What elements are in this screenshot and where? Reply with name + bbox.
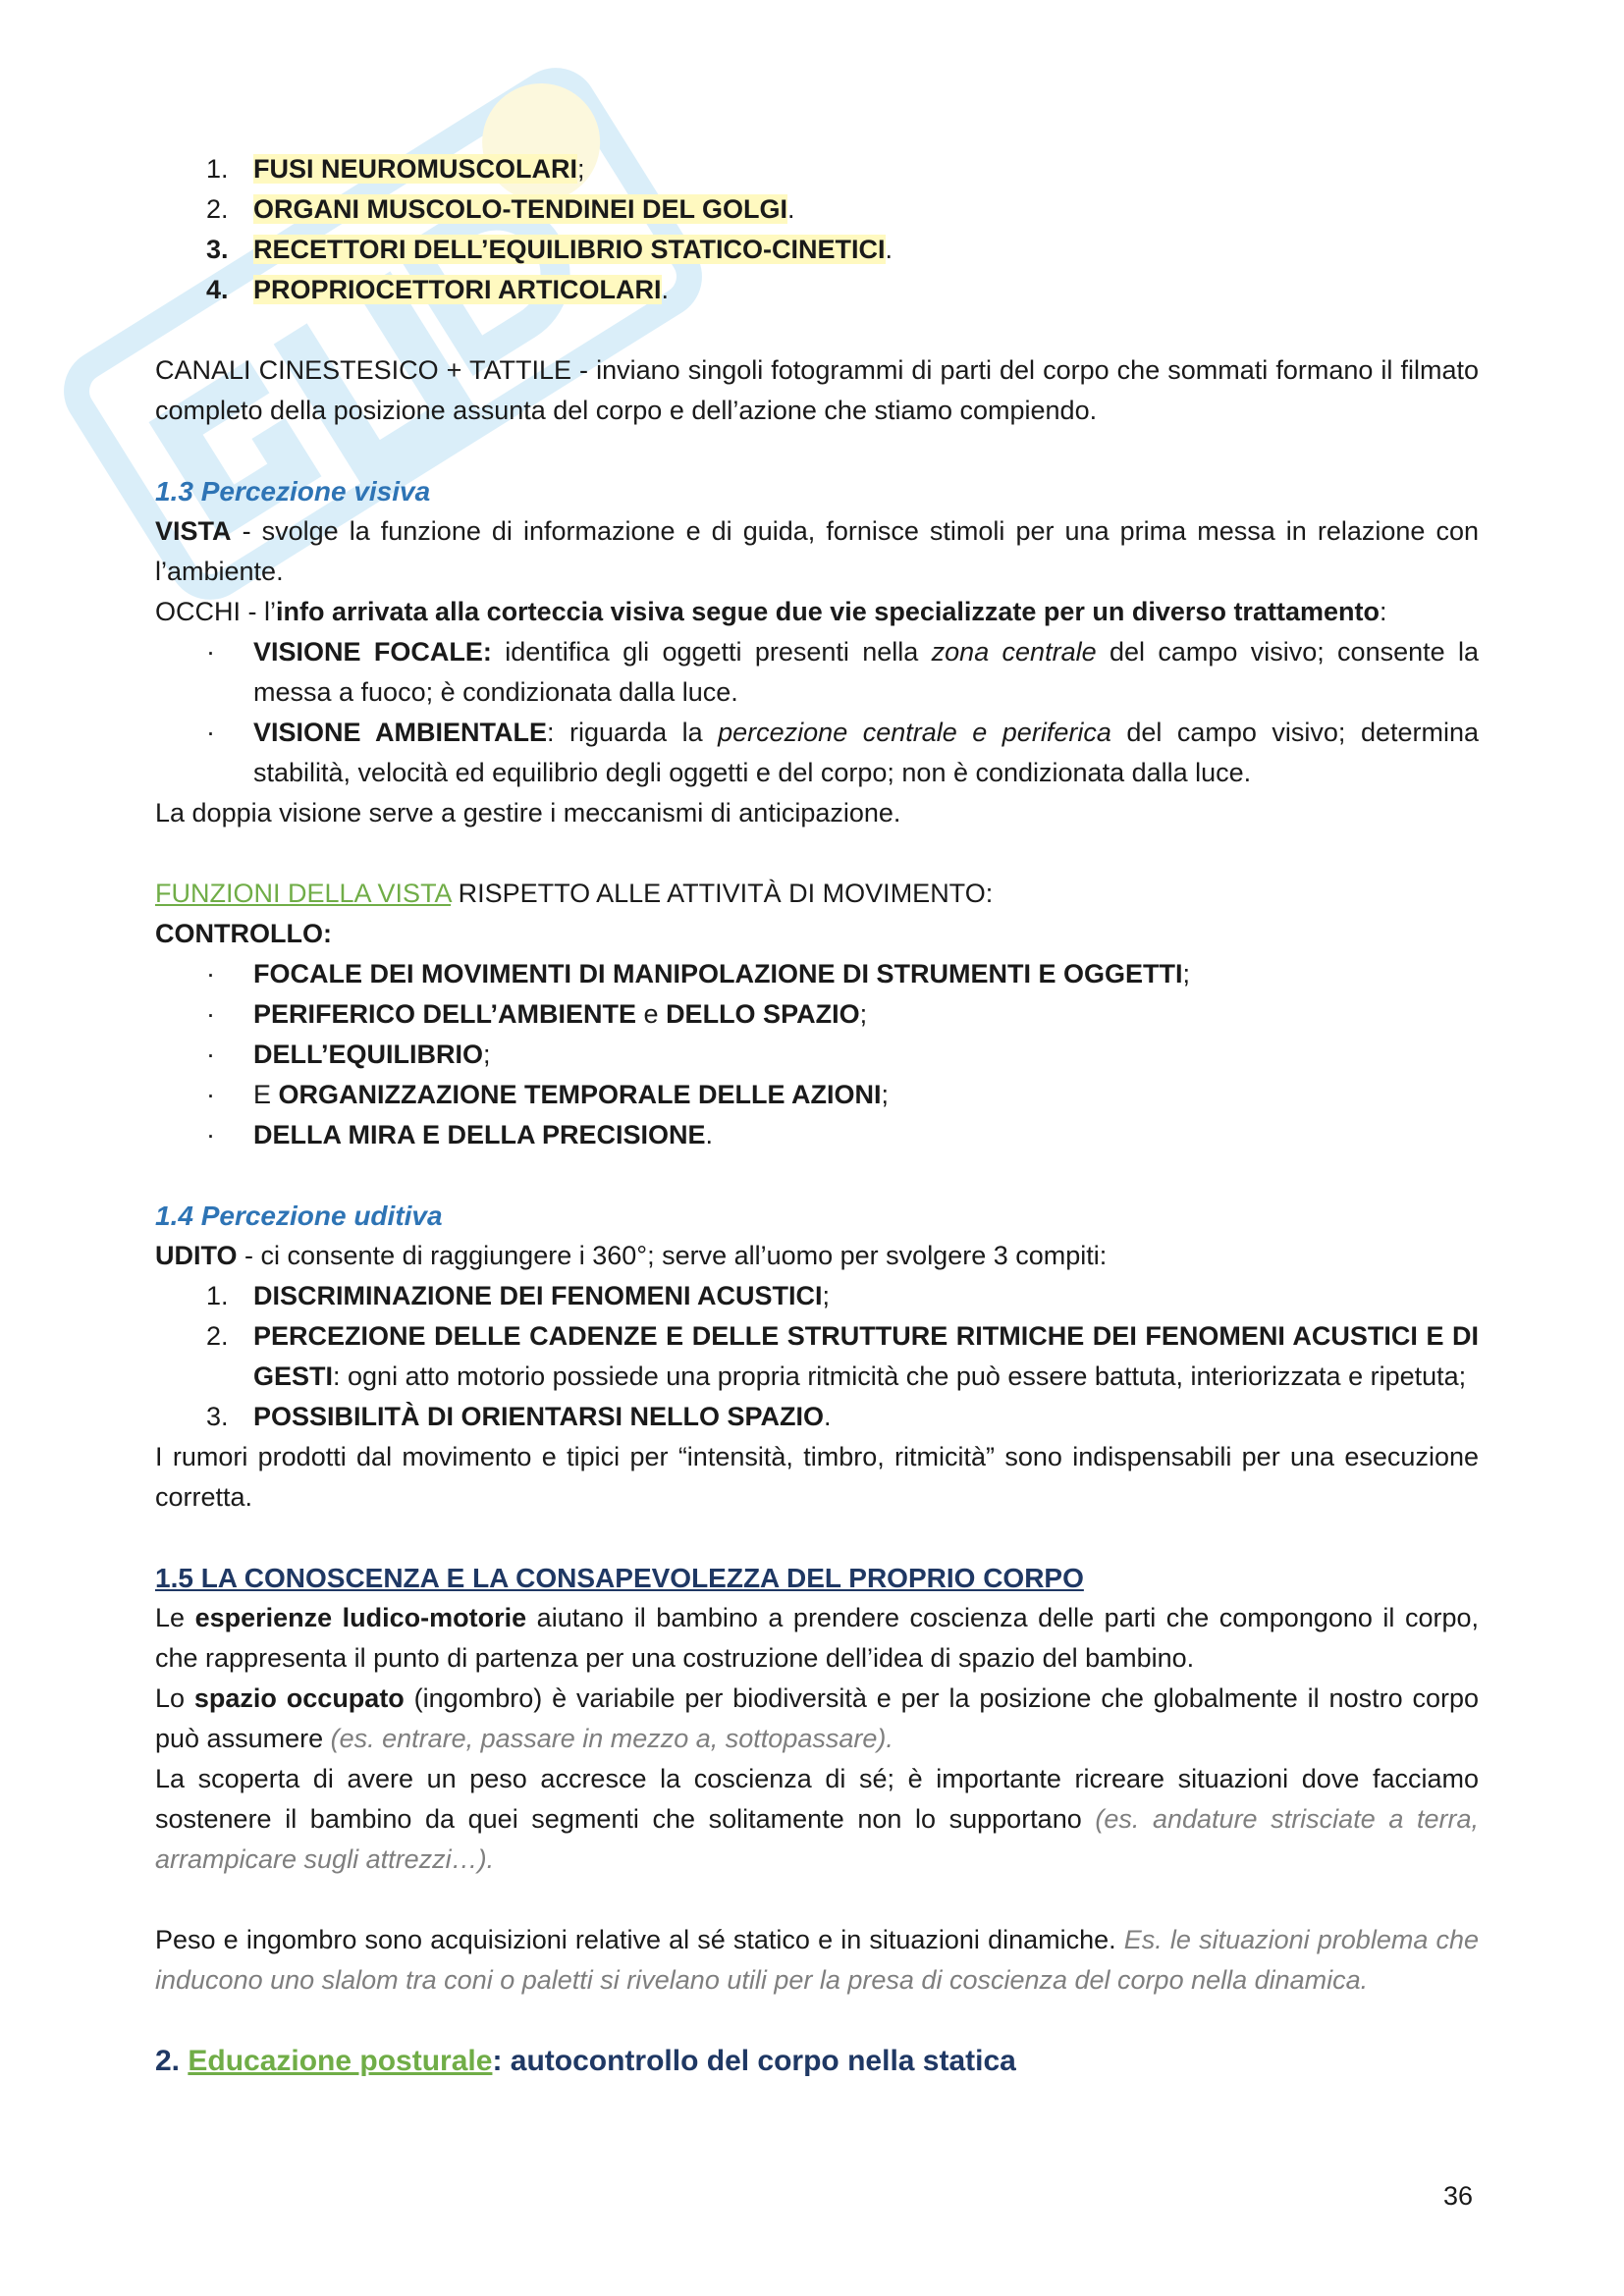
ingombro-paragraph [155,1920,1479,2001]
text: Peso e ingombro sono acquisizioni relative al sé statico e in situazioni dinamiche. [155,1925,1124,1954]
list-item [155,230,1479,270]
term: OCCHI - l’ [155,597,276,626]
rumori-paragraph: I rumori prodotti dal movimento e tipici per “intensità, timbro, ritmicità” sono indispensabili per una esecuzione corretta. [155,1442,1479,1512]
term: VISIONE AMBIENTALE [253,718,548,747]
list-number: 3. [206,1402,229,1431]
list-item [155,270,1479,310]
term: FOCALE DEI MOVIMENTI DI MANIPOLAZIONE DI STRUMENTI E OGGETTI [253,959,1183,988]
term: DELLA MIRA E DELLA PRECISIONE [253,1120,706,1149]
text: e [636,999,667,1029]
text: E [253,1080,279,1109]
text: aiutano il bambino a prendere coscienza delle parti che compongono il corpo, che rappresenta il punto di partenza per una costruzione dell’idea di spazio del bambino. [155,1603,1479,1673]
list-item [155,994,1479,1035]
example-text: Es. le situazioni problema che inducono uno slalom tra coni o paletti si rivelano utili per la presa di coscienza del corpo nella dinamica. [155,1925,1480,1995]
punct: ; [1182,959,1191,988]
udito-list [155,1276,1479,1437]
section-heading-1-5: 1.5 LA CONOSCENZA E LA CONSAPEVOLEZZA DEL PROPRIO CORPO [155,1563,1084,1593]
punct: . [661,275,670,304]
text: (ingombro) è variabile per biodiversità e per la posizione che globalmente il nostro corpo può assumere [155,1683,1479,1753]
text: La scoperta di avere un peso accresce la coscienza di sé; è importante ricreare situazioni dove facciamo sostenere il bambino da quei segmenti che solitamente non lo supportano [155,1764,1479,1834]
punct: : [1379,597,1387,626]
punct: ; [483,1040,491,1069]
italic-text: percezione centrale e periferica [718,718,1111,747]
example-text: (es. andature strisciate a terra, arrampicare sugli attrezzi…). [155,1804,1479,1874]
term: ORGANIZZAZIONE TEMPORALE DELLE AZIONI [278,1080,882,1109]
italic-text: zona centrale [931,637,1097,667]
punct: ; [577,154,585,184]
term: DISCRIMINAZIONE DEI FENOMENI ACUSTICI [253,1281,823,1310]
controllo-label [155,914,1479,954]
list-number: 1. [206,1281,229,1310]
educazione-posturale-link[interactable]: Educazione posturale [188,2045,493,2077]
occhi-paragraph [155,592,1479,632]
list-text: PROPRIOCETTORI ARTICOLARI [253,275,662,304]
term: VISIONE FOCALE: [253,637,492,667]
term: UDITO [155,1241,238,1270]
list-number: 2. [206,1321,229,1351]
doppia-paragraph: La doppia visione serve a gestire i meccanismi di anticipazione. [155,798,901,828]
punct: . [824,1402,832,1431]
peso-paragraph [155,1759,1479,1880]
list-text: ORGANI MUSCOLO-TENDINEI DEL GOLGI [253,194,788,224]
example-text: (es. entrare, passare in mezzo a, sottopassare). [330,1724,893,1753]
text: identifica gli oggetti presenti nella [491,637,932,667]
term: PERCEZIONE DELLE CADENZE E DELLE STRUTTURE RITMICHE DEI FENOMENI ACUSTICI E DI GESTI [253,1321,1479,1391]
punct: . [885,235,893,264]
term: CONTROLLO: [155,919,332,948]
list-item [155,189,1479,230]
controllo-list [155,954,1479,1155]
bullet-icon: · [206,637,215,667]
term: DELLO SPAZIO [666,999,860,1029]
list-item [155,1075,1479,1115]
text: Lo [155,1683,194,1713]
punct: ; [822,1281,831,1310]
term: spazio occupato [193,1683,405,1713]
text: : riguarda la [547,718,719,747]
list-item [155,1115,1479,1155]
bullet-icon: · [206,1080,215,1109]
section-heading-2 [155,2041,1479,2081]
list-item [155,632,1479,713]
bullet-icon: · [206,959,215,988]
term: esperienze ludico-motorie [194,1603,527,1632]
vista-paragraph [155,511,1479,592]
page-number: 36 [1443,2181,1474,2211]
bullet-icon: · [206,999,215,1029]
list-number: 1. [206,154,229,184]
list-number: 2. [206,194,229,224]
term: POSSIBILITÀ DI ORIENTARSI NELLO SPAZIO [253,1402,825,1431]
text: del campo visivo; determina stabilità, velocità ed equilibrio degli oggetti e del corpo; non è condizionata dalla luce. [253,718,1480,787]
section-heading-1-4: 1.4 Percezione uditiva [155,1201,443,1231]
text: Le [155,1603,195,1632]
list-number: 3. [206,235,229,264]
punct: ; [859,999,868,1029]
udito-paragraph [155,1236,1479,1276]
text: del campo visivo; consente la messa a fuoco; è condizionata dalla luce. [253,637,1479,707]
list-item [155,149,1479,189]
text: - svolge la funzione di informazione e di guida, fornisce stimoli per una prima messa in relazione con l’ambiente. [155,516,1479,586]
list-text: FUSI NEUROMUSCOLARI [253,154,577,184]
spazio-paragraph [155,1679,1479,1759]
section-heading-1-3: 1.3 Percezione visiva [155,476,431,507]
bullet-icon: · [206,718,215,747]
punct: ; [881,1080,890,1109]
list-item [155,713,1479,793]
list-item [155,1316,1479,1397]
visione-list [155,632,1479,793]
term: DELL’EQUILIBRIO [253,1040,484,1069]
bullet-icon: · [206,1120,215,1149]
emphasis: info arrivata alla corteccia visiva segue due vie specializzate per un diverso trattamento [276,597,1380,626]
section-number: 2. [155,2045,189,2077]
list-text: RECETTORI DELL’EQUILIBRIO STATICO-CINETICI [253,235,886,264]
punct: . [787,194,795,224]
list-item [155,1276,1479,1316]
text: : ogni atto motorio possiede una propria ritmicità che può essere battuta, interiorizzata e ripetuta; [333,1362,1467,1391]
funzioni-heading [155,874,1479,914]
term: PERIFERICO DELL’AMBIENTE [253,999,637,1029]
list-item [155,1035,1479,1075]
text: - ci consente di raggiungere i 360°; serve all’uomo per svolgere 3 compiti: [237,1241,1108,1270]
list-number: 4. [206,275,229,304]
page-content [155,149,1479,2081]
text: : autocontrollo del corpo nella statica [492,2045,1016,2077]
list-item [155,1397,1479,1437]
list-item [155,954,1479,994]
canali-paragraph: CANALI CINESTESICO + TATTILE - inviano singoli fotogrammi di parti del corpo che sommati formano il filmato completo della posizione assunta del corpo e dell’azione che stiamo compiendo. [155,355,1479,425]
punct: . [705,1120,714,1149]
receptor-list [155,149,1479,310]
text: RISPETTO ALLE ATTIVITÀ DI MOVIMENTO: [451,879,994,908]
term: VISTA [155,516,232,546]
bullet-icon: · [206,1040,215,1069]
funzioni-link[interactable]: FUNZIONI DELLA VISTA [155,879,452,908]
esperienze-paragraph [155,1598,1479,1679]
